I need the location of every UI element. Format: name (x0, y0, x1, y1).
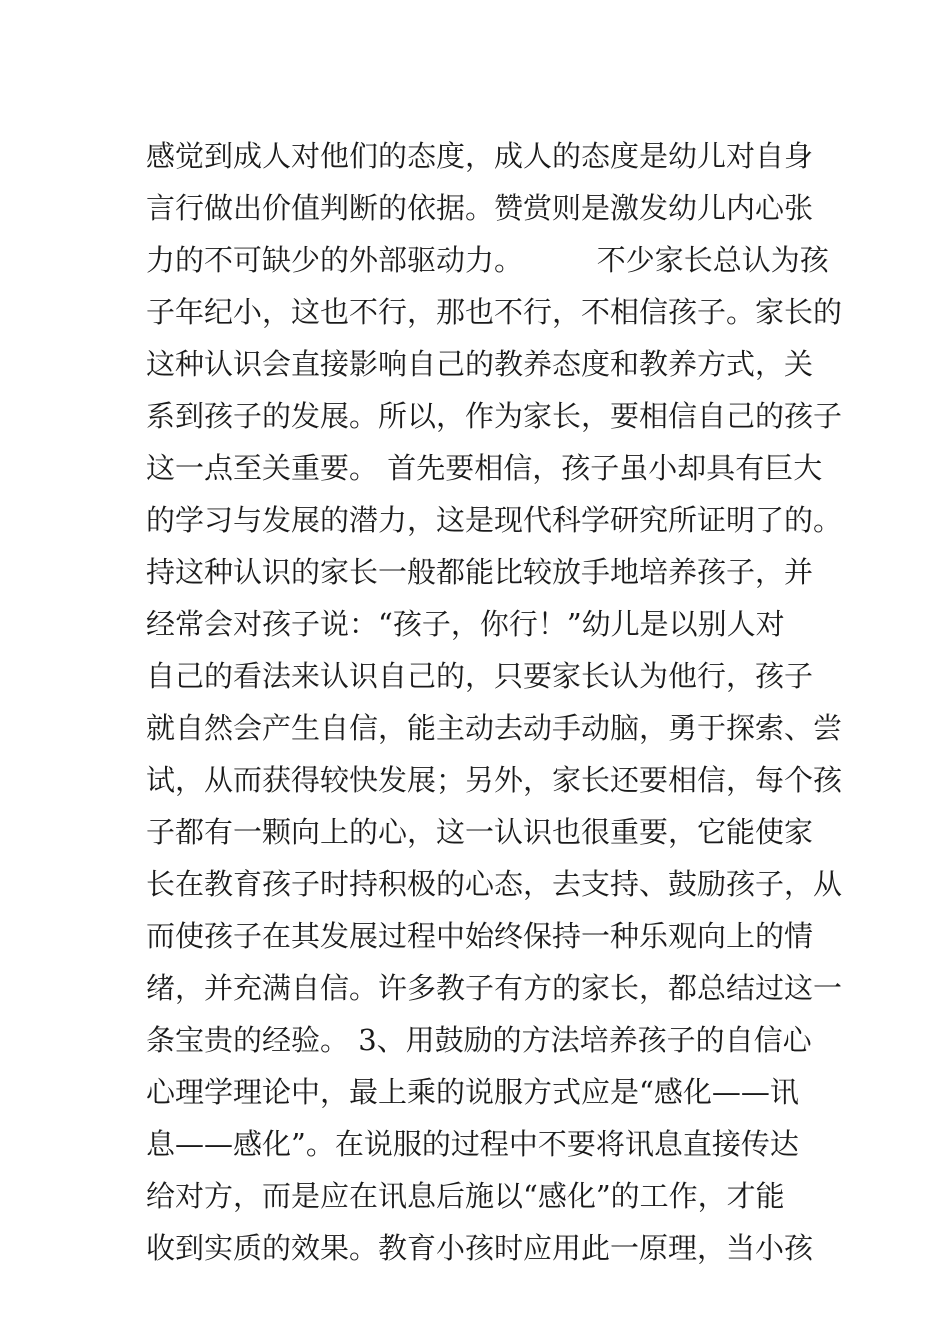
text-line-8: 的学习与发展的潜力，这是现代科学研究所证明了的。 (146, 503, 843, 537)
text-line-4: 子年纪小，这也不行，那也不行，不相信孩子。家长的 (146, 295, 843, 329)
text-line-7: 这一点至关重要。 首先要相信，孩子虽小却具有巨大 (146, 451, 823, 485)
text-line-22: 收到实质的效果。教育小孩时应用此一原理，当小孩 (146, 1231, 814, 1265)
text-line-21: 给对方，而是应在讯息后施以“感化”的工作，才能 (146, 1179, 785, 1213)
text-line-12: 就自然会产生自信，能主动去动手动脑，勇于探索、尝 (146, 711, 843, 745)
text-line-3: 力的不可缺少的外部驱动力。 不少家长总认为孩 (146, 243, 829, 277)
text-line-18: 条宝贵的经验。 3、用鼓励的方法培养孩子的自信心 (146, 1023, 812, 1057)
text-line-6: 系到孩子的发展。所以，作为家长，要相信自己的孩子 (146, 399, 843, 433)
text-line-1: 感觉到成人对他们的态度，成人的态度是幼儿对自身 (146, 139, 814, 173)
text-line-10: 经常会对孩子说：“孩子，你行！”幼儿是以别人对 (146, 607, 785, 641)
text-line-9: 持这种认识的家长一般都能比较放手地培养孩子，并 (146, 555, 814, 589)
text-line-2: 言行做出价值判断的依据。赞赏则是激发幼儿内心张 (146, 191, 814, 225)
text-line-13: 试，从而获得较快发展；另外，家长还要相信，每个孩 (146, 763, 843, 797)
text-line-14: 子都有一颗向上的心，这一认识也很重要，它能使家 (146, 815, 814, 849)
text-line-19: 心理学理论中，最上乘的说服方式应是“感化——讯 (146, 1075, 799, 1109)
text-line-15: 长在教育孩子时持积极的心态，去支持、鼓励孩子，从 (146, 867, 843, 901)
text-line-16: 而使孩子在其发展过程中始终保持一种乐观向上的情 (146, 919, 814, 953)
text-line-20: 息——感化”。在说服的过程中不要将讯息直接传达 (146, 1127, 799, 1161)
text-line-5: 这种认识会直接影响自己的教养态度和教养方式，关 (146, 347, 814, 381)
text-line-17: 绪，并充满自信。许多教子有方的家长，都总结过这一 (146, 971, 843, 1005)
body-text (146, 130, 843, 1274)
text-line-11: 自己的看法来认识自己的，只要家长认为他行，孩子 (146, 659, 814, 693)
